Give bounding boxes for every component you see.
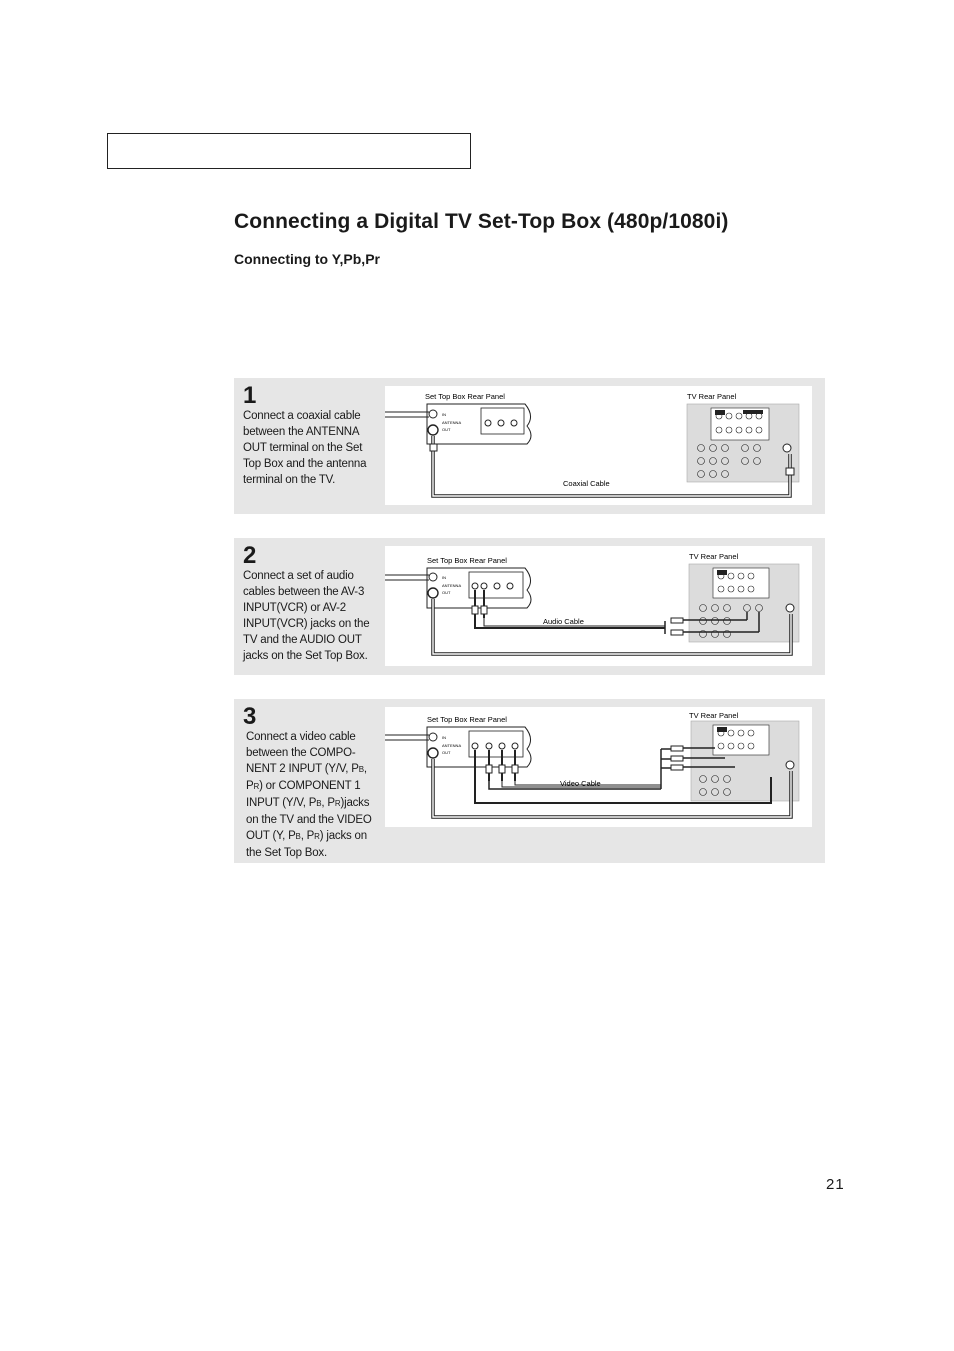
step-1-panel bbox=[234, 378, 825, 514]
stb-out-label: OUT bbox=[442, 427, 451, 432]
coaxial-connection-diagram bbox=[385, 386, 812, 505]
page-subtitle: Connecting to Y,Pb,Pr bbox=[234, 251, 380, 267]
step-2-number: 2 bbox=[243, 542, 257, 569]
step-3-panel bbox=[234, 699, 825, 863]
tv-panel-label: TV Rear Panel bbox=[689, 711, 739, 720]
stb-in-label: IN bbox=[442, 412, 446, 417]
step-3-number: 3 bbox=[243, 703, 257, 730]
stb-in-label: IN bbox=[442, 575, 446, 580]
stb-out-label: OUT bbox=[442, 590, 451, 595]
step-1-text: Connect a coaxial cable between the ANTENNA OUT terminal on the Set Top Box and the antenna terminal on the TV. bbox=[243, 410, 367, 486]
step-1-diagram bbox=[385, 386, 812, 505]
stb-panel-label: Set Top Box Rear Panel bbox=[425, 392, 505, 401]
step-3-text: Connect a video cable between the COMPO-NENT 2 INPUT (Y/V, PB, PR) or COMPONENT 1 INPUT (Y/V, PB, PR)jacks on the TV and the VIDEO OUT (Y, PB, PR) jacks on the Set Top Box. bbox=[246, 731, 372, 859]
stb-panel-label: Set Top Box Rear Panel bbox=[427, 556, 507, 565]
header-box bbox=[107, 133, 471, 169]
page-title: Connecting a Digital TV Set-Top Box (480p/1080i) bbox=[234, 210, 729, 233]
stb-antenna-label: ANTENNA bbox=[442, 420, 462, 425]
coaxial-cable-label: Coaxial Cable bbox=[563, 479, 610, 488]
video-cable-label: Video Cable bbox=[560, 779, 601, 788]
stb-in-label: IN bbox=[442, 735, 446, 740]
audio-connection-diagram bbox=[385, 546, 812, 666]
tv-panel-label: TV Rear Panel bbox=[687, 392, 737, 401]
stb-out-label: OUT bbox=[442, 750, 451, 755]
page-number: 21 bbox=[826, 1176, 845, 1193]
stb-antenna-label: ANTENNA bbox=[442, 743, 462, 748]
step-2-panel bbox=[234, 538, 825, 675]
step-3-diagram bbox=[385, 707, 812, 827]
step-2-diagram bbox=[385, 546, 812, 666]
tv-panel-label: TV Rear Panel bbox=[689, 552, 739, 561]
step-2-text: Connect a set of audio cables between the AV-3 INPUT(VCR) or AV-2 INPUT(VCR) jacks on the TV and the AUDIO OUT jacks on the Set Top Box. bbox=[243, 570, 370, 662]
stb-panel-label: Set Top Box Rear Panel bbox=[427, 715, 507, 724]
step-1-number: 1 bbox=[243, 382, 257, 409]
stb-antenna-label: ANTENNA bbox=[442, 583, 462, 588]
audio-cable-label: Audio Cable bbox=[543, 617, 584, 626]
video-connection-diagram bbox=[385, 707, 812, 827]
